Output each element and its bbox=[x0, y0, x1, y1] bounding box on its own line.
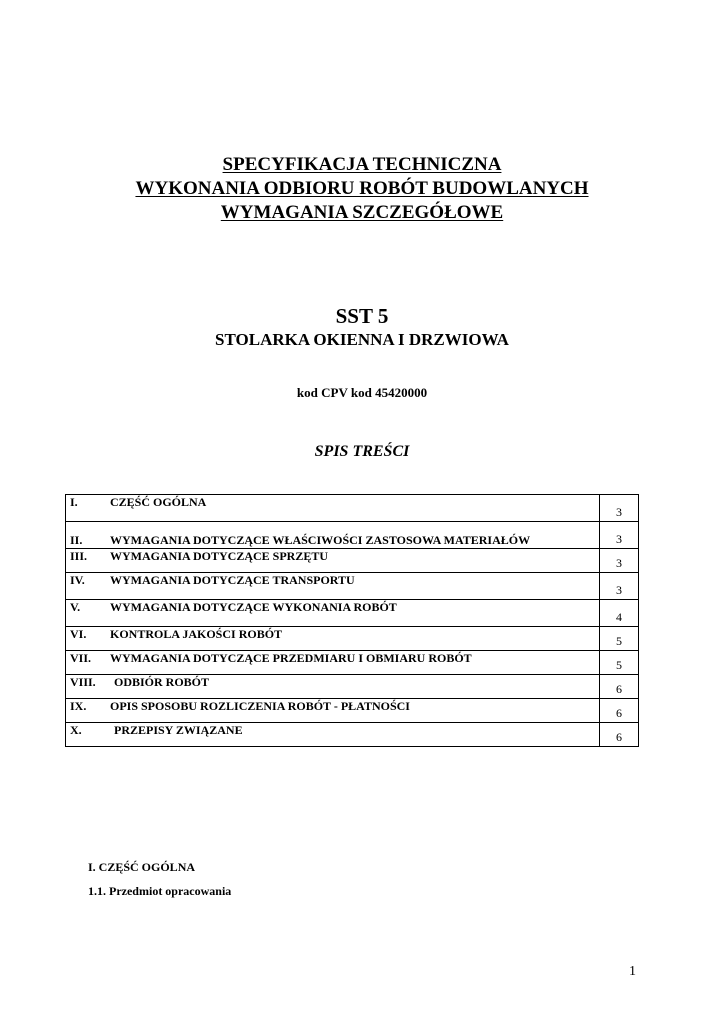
toc-entry bbox=[66, 522, 600, 549]
toc-entry bbox=[66, 699, 600, 723]
toc-entry-page: 3 bbox=[600, 522, 639, 549]
toc-entry-page: 3 bbox=[600, 495, 639, 522]
toc-entry-page: 6 bbox=[600, 699, 639, 723]
toc-entry-number: II. bbox=[70, 533, 83, 547]
toc-entry-title: CZĘŚĆ OGÓLNA bbox=[110, 495, 207, 509]
page-number: 1 bbox=[629, 964, 636, 979]
toc-entry-page: 4 bbox=[600, 600, 639, 627]
toc-entry-title: ODBIÓR ROBÓT bbox=[114, 675, 210, 689]
toc-row bbox=[66, 549, 639, 573]
cpv-code: kod CPV kod 45420000 bbox=[296, 385, 428, 400]
toc-entry-page: 3 bbox=[600, 549, 639, 573]
toc-entry-title: KONTROLA JAKOŚCI ROBÓT bbox=[110, 627, 283, 641]
toc-entry-number: III. bbox=[70, 549, 88, 563]
toc-entry bbox=[66, 549, 600, 573]
toc-entry-title: PRZEPISY ZWIĄZANE bbox=[114, 723, 243, 737]
section-heading: I. CZĘŚĆ OGÓLNA bbox=[88, 860, 196, 874]
toc-heading: SPIS TREŚCI bbox=[314, 443, 410, 460]
toc-entry-title: WYMAGANIA DOTYCZĄCE WŁAŚCIWOŚCI ZASTOSOWA MATERIAŁÓW bbox=[110, 533, 531, 547]
toc-row bbox=[66, 627, 639, 651]
toc-entry-number: IV. bbox=[70, 573, 85, 587]
toc-entry-number: X. bbox=[70, 723, 82, 737]
toc-entry-title: WYMAGANIA DOTYCZĄCE PRZEDMIARU I OBMIARU ROBÓT bbox=[110, 651, 472, 665]
toc-entry bbox=[66, 600, 600, 627]
title-line-1: SPECYFIKACJA TECHNICZNA bbox=[222, 154, 502, 175]
toc-row bbox=[66, 651, 639, 675]
toc-entry-title: WYMAGANIA DOTYCZĄCE WYKONANIA ROBÓT bbox=[110, 600, 397, 614]
toc-entry-number: IX. bbox=[70, 699, 87, 713]
toc-entry-page: 6 bbox=[600, 675, 639, 699]
subsection-heading: 1.1. Przedmiot opracowania bbox=[88, 884, 232, 898]
toc-entry bbox=[66, 627, 600, 651]
toc-entry-number: VII. bbox=[70, 651, 92, 665]
toc-entry-page: 5 bbox=[600, 627, 639, 651]
toc-entry bbox=[66, 651, 600, 675]
toc-entry bbox=[66, 723, 600, 747]
toc-row bbox=[66, 699, 639, 723]
toc-entry bbox=[66, 675, 600, 699]
toc-entry-page: 5 bbox=[600, 651, 639, 675]
toc-row bbox=[66, 723, 639, 747]
toc-entry-page: 6 bbox=[600, 723, 639, 747]
toc-entry bbox=[66, 573, 600, 600]
toc-entry-page: 3 bbox=[600, 573, 639, 600]
toc-row bbox=[66, 675, 639, 699]
toc-row bbox=[66, 495, 639, 522]
document-title bbox=[0, 153, 724, 225]
toc-entry-number: I. bbox=[70, 495, 78, 509]
toc-entry-number: VI. bbox=[70, 627, 87, 641]
table-of-contents bbox=[65, 494, 639, 747]
toc-entry-number: VIII. bbox=[70, 675, 96, 689]
toc-row bbox=[66, 600, 639, 627]
document-subtitle: STOLARKA OKIENNA I DRZWIOWA bbox=[215, 330, 509, 349]
toc-row bbox=[66, 522, 639, 549]
toc-entry-title: WYMAGANIA DOTYCZĄCE SPRZĘTU bbox=[110, 549, 329, 563]
sst-number: SST 5 bbox=[335, 304, 389, 328]
toc-entry-number: V. bbox=[70, 600, 81, 614]
toc-entry bbox=[66, 495, 600, 522]
toc-entry-title: WYMAGANIA DOTYCZĄCE TRANSPORTU bbox=[110, 573, 355, 587]
title-line-2: WYKONANIA ODBIORU ROBÓT BUDOWLANYCH bbox=[135, 178, 589, 199]
toc-row bbox=[66, 573, 639, 600]
title-line-3: WYMAGANIA SZCZEGÓŁOWE bbox=[220, 202, 504, 223]
toc-entry-title: OPIS SPOSOBU ROZLICZENIA ROBÓT - PŁATNOŚCI bbox=[110, 699, 410, 713]
